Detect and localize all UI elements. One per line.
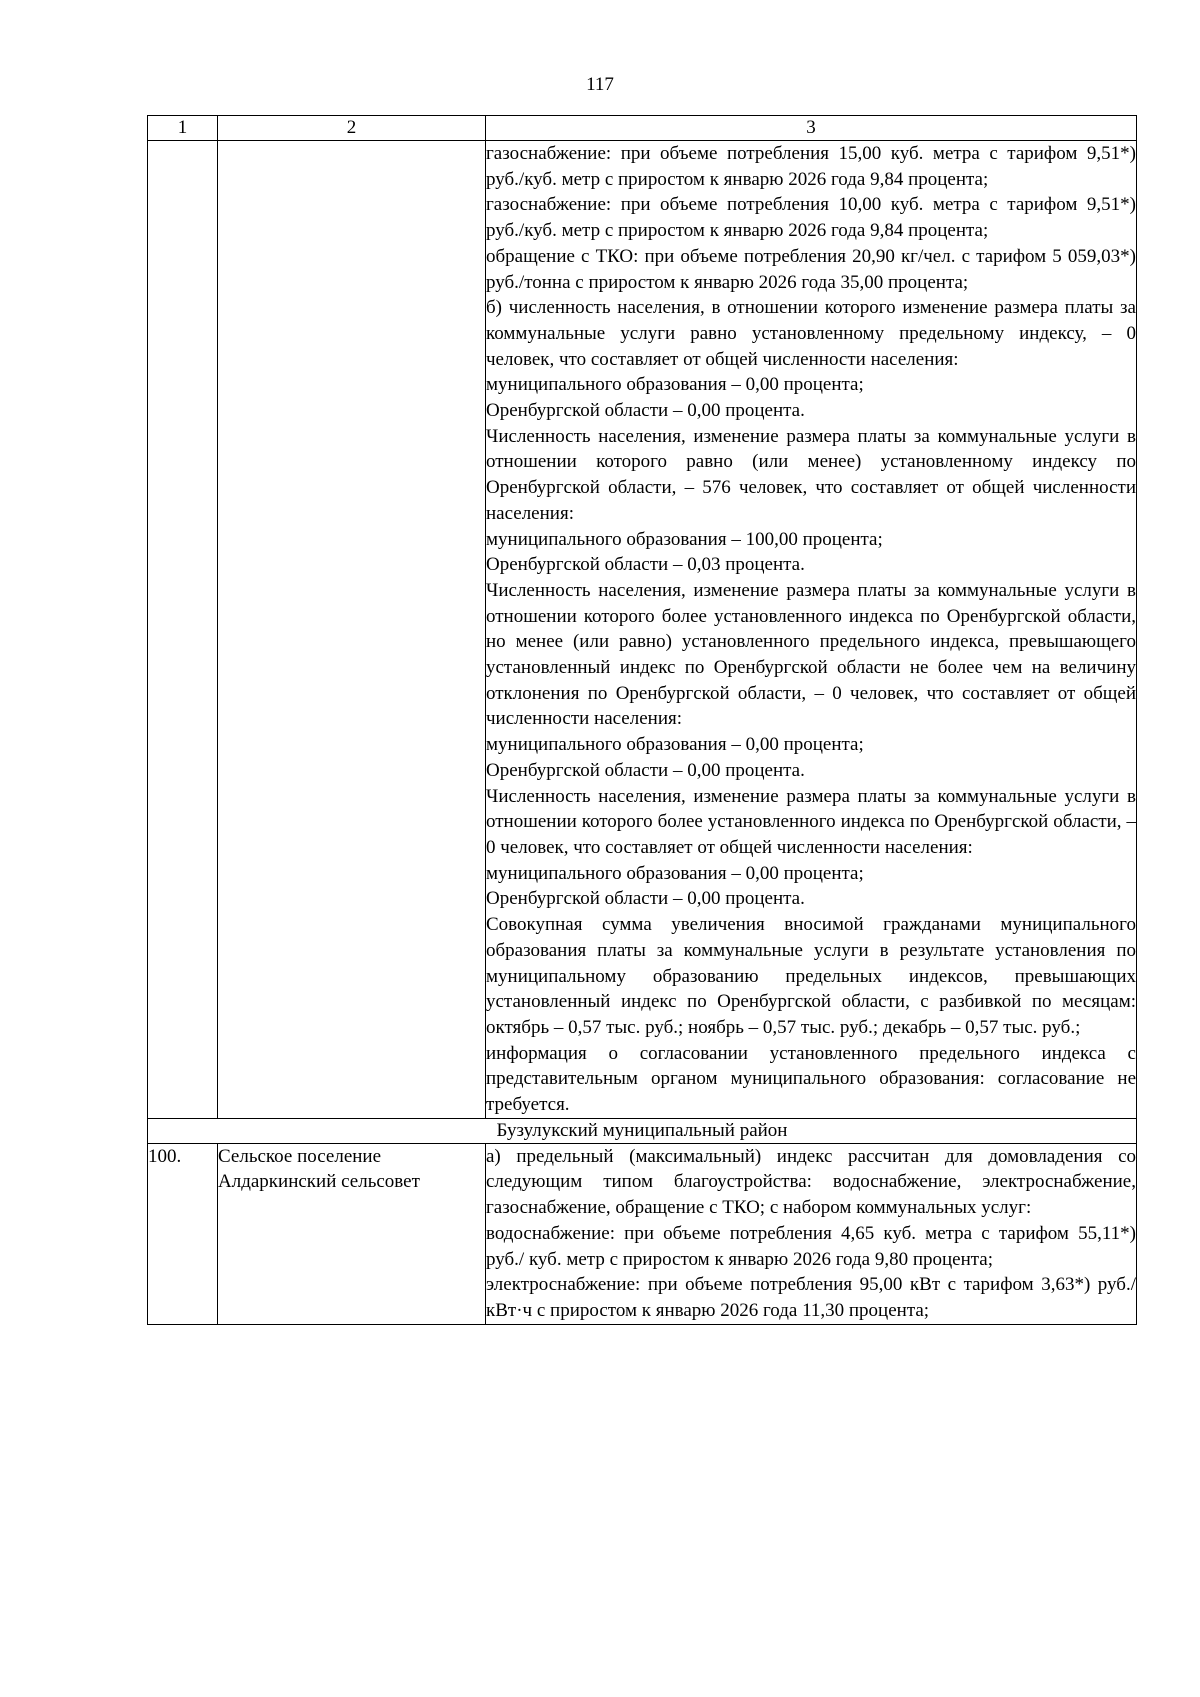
- row-name-cell: [218, 141, 486, 1119]
- text-paragraph: муниципального образования – 100,00 процента;: [486, 528, 883, 550]
- header-col-3: 3: [486, 116, 1137, 141]
- text-paragraph: Оренбургской области – 0,00 процента.: [486, 400, 805, 422]
- text-paragraph: муниципального образования – 0,00 процента;: [486, 374, 864, 396]
- table-row-100: [148, 1143, 1137, 1324]
- text-paragraph: Численность населения, изменение размера платы за коммунальные услуги в отношении которого более установленного индекса по Оренбургской области, но менее (или равно) установленного предельного индекса, превышающего установленный индекс по Оренбургской области не более чем на величину отклонения по Оренбургской области, – 0 человек, что составляет от общей численности населения:: [486, 579, 1136, 730]
- text-paragraph: обращение с ТКО: при объеме потребления 20,90 кг/чел. с тарифом 5 059,03*) руб./тонна с приростом к январю 2026 года 35,00 процента;: [486, 245, 1136, 293]
- text-paragraph: электроснабжение: при объеме потребления 95,00 кВт с тарифом 3,63*) руб./кВт·ч с приростом к январю 2026 года 11,30 процента;: [486, 1274, 1136, 1321]
- text-paragraph: Оренбургской области – 0,00 процента.: [486, 888, 805, 910]
- section-title: Бузулукский муниципальный район: [148, 1118, 1137, 1143]
- row-name: Сельское поселение Алдаркинский сельсовет: [218, 1143, 486, 1324]
- header-col-2: 2: [218, 116, 486, 141]
- table-row-continued: [148, 141, 1137, 1119]
- text-paragraph: информация о согласовании установленного предельного индекса с представительным органом муниципального образования: согласование не требуется.: [486, 1042, 1136, 1116]
- row-details-cell: [486, 141, 1137, 1119]
- text-paragraph: Совокупная сумма увеличения вносимой гражданами муниципального образования платы за коммунальные услуги в результате установления по муниципальному образованию предельных индексов, превышающих установленный индекс по Оренбургской области, с разбивкой по месяцам: октябрь – 0,57 тыс. руб.; ноябрь – 0,57 тыс. руб.; декабрь – 0,57 тыс. руб.;: [486, 914, 1136, 1038]
- text-paragraph: газоснабжение: при объеме потребления 15,00 куб. метра с тарифом 9,51*) руб./куб. метр с приростом к январю 2026 года 9,84 процента;: [486, 143, 1136, 190]
- text-paragraph: газоснабжение: при объеме потребления 10,00 куб. метра с тарифом 9,51*) руб./куб. метр с приростом к январю 2026 года 9,84 процента;: [486, 194, 1136, 242]
- document-table: [147, 115, 1137, 1325]
- row-number: 100.: [148, 1143, 218, 1324]
- text-paragraph: муниципального образования – 0,00 процента;: [486, 862, 864, 884]
- page-number: 117: [586, 74, 614, 95]
- section-row: [148, 1118, 1137, 1143]
- text-paragraph: муниципального образования – 0,00 процента;: [486, 734, 864, 756]
- row-number-cell: [148, 141, 218, 1119]
- text-paragraph: водоснабжение: при объеме потребления 4,65 куб. метра с тарифом 55,11*) руб./ куб. метр с приростом к январю 2026 года 9,80 процента;: [486, 1222, 1136, 1270]
- text-paragraph: б) численность населения, в отношении которого изменение размера платы за коммунальные услуги равно установленному предельному индексу, – 0 человек, что составляет от общей численности населения:: [486, 297, 1136, 370]
- text-paragraph: Численность населения, изменение размера платы за коммунальные услуги в отношении которого более установленного индекса по Оренбургской области, – 0 человек, что составляет от общей численности населения:: [486, 785, 1136, 858]
- text-paragraph: а) предельный (максимальный) индекс рассчитан для домовладения со следующим типом благоустройства: водоснабжение, электроснабжение, газоснабжение, обращение с ТКО; с набором коммунальных услуг:: [486, 1145, 1136, 1219]
- row-details-cell: [486, 1143, 1137, 1324]
- header-col-1: 1: [148, 116, 218, 141]
- text-paragraph: Оренбургской области – 0,03 процента.: [486, 554, 805, 576]
- text-paragraph: Численность населения, изменение размера платы за коммунальные услуги в отношении которого равно (или менее) установленному индексу по Оренбургской области, – 576 человек, что составляет от общей численности населения:: [486, 425, 1136, 524]
- text-paragraph: Оренбургской области – 0,00 процента.: [486, 759, 805, 781]
- table-header-row: [148, 116, 1137, 141]
